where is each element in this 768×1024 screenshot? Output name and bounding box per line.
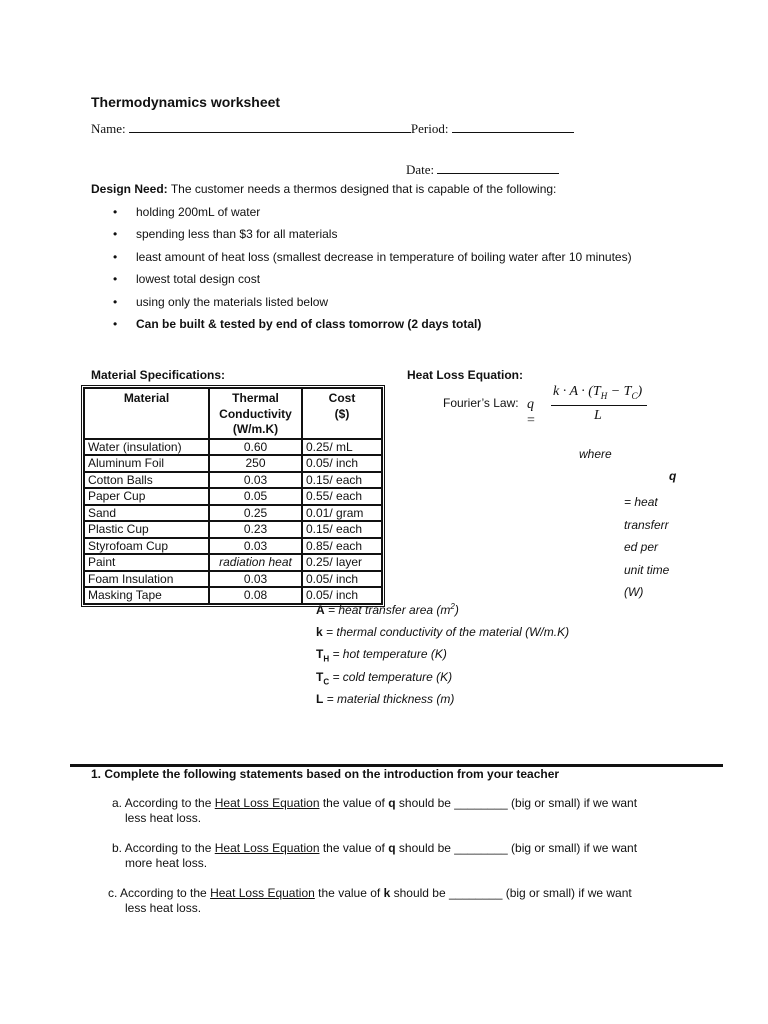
table-row: Paint radiation heat 0.25/ layer: [84, 554, 382, 571]
list-item: • holding 200mL of water: [113, 205, 261, 219]
name-label: Name:: [91, 121, 126, 136]
where-label: where: [579, 447, 612, 461]
question-1c: c. According to the Heat Loss Equation the value of k should be ________ (big or small) if we want less heat loss.: [108, 886, 632, 915]
col-material: Material: [84, 388, 209, 439]
list-item: • least amount of heat loss (smallest decrease in temperature of boiling water after 10 minutes): [113, 249, 632, 264]
col-cost: Cost ($): [302, 388, 382, 439]
list-item: • Can be built & tested by end of class tomorrow (2 days total): [113, 316, 482, 331]
table-row: Foam Insulation 0.03 0.05/ inch: [84, 571, 382, 588]
material-specs-heading: Material Specifications:: [91, 368, 226, 382]
name-period-line: [91, 120, 574, 137]
q-definition: = heat transferr ed per unit time (W): [624, 495, 670, 599]
equation-q: q: [527, 397, 534, 412]
list-item: • using only the materials listed below: [113, 294, 329, 309]
definition-tc: $T_C$ = cold temperature (K): [316, 669, 453, 686]
table-row: Sand 0.25 0.01/ gram: [84, 505, 382, 522]
design-need-text: The customer needs a thermos designed that is capable of the following:: [170, 182, 557, 196]
equation-denominator: L: [594, 408, 602, 423]
bullet-icon: •: [113, 272, 118, 287]
variable-definitions: [316, 602, 569, 715]
date-label: Date:: [406, 162, 435, 177]
question-1b: b. According to the Heat Loss Equation the value of q should be ________ (big or small) if we want more heat loss.: [112, 841, 638, 870]
table-row: Plastic Cup 0.23 0.15/ each: [84, 521, 382, 538]
period-label: Period:: [410, 121, 449, 136]
date-field[interactable]: [437, 161, 559, 174]
worksheet-title: Thermodynamics worksheet: [91, 94, 281, 110]
bullet-icon: •: [113, 294, 118, 309]
table-row: Cotton Balls 0.03 0.15/ each: [84, 472, 382, 489]
table-row: Water (insulation) 0.60 0.25/ mL: [84, 439, 382, 456]
table-row: Masking Tape 0.08 0.05/ inch: [84, 587, 382, 604]
bullet-icon: •: [113, 316, 118, 331]
design-need-label: Design Need:: [91, 182, 168, 196]
period-field[interactable]: [452, 120, 574, 133]
heat-loss-heading: Heat Loss Equation:: [407, 368, 524, 382]
table-header-row: [84, 388, 382, 439]
name-field[interactable]: [129, 120, 411, 133]
definition-l: L = material thickness (m): [316, 692, 455, 706]
materials-table: [81, 385, 385, 607]
equation-equals: =: [527, 413, 535, 428]
question-1-heading: 1. Complete the following statements based on the introduction from your teacher: [91, 767, 560, 781]
date-line: [406, 161, 559, 178]
list-item: • lowest total design cost: [113, 272, 261, 287]
list-item: • spending less than $3 for all materials: [113, 227, 338, 242]
table-row: Paper Cup 0.05 0.55/ each: [84, 488, 382, 505]
design-need: [91, 182, 556, 196]
definition-k: k = thermal conductivity of the material (W/m.K): [316, 624, 570, 639]
design-need-list: [113, 205, 632, 339]
col-conductivity: Thermal Conductivity (W/m.K): [209, 388, 302, 439]
equation-numerator: $k \cdot A \cdot (T_H - T_C)$: [553, 384, 643, 401]
equation-fraction-bar: [551, 405, 647, 406]
definition-a: A = heat transfer area $(m^2)$: [316, 602, 459, 617]
bullet-icon: •: [113, 227, 118, 242]
table-row: Aluminum Foil 250 0.05/ inch: [84, 455, 382, 472]
bullet-icon: •: [113, 249, 118, 264]
q-symbol: q: [669, 469, 677, 483]
question-1a: a. According to the Heat Loss Equation the value of q should be ________ (big or small) if we want less heat loss.: [112, 796, 638, 825]
bullet-icon: •: [113, 205, 118, 219]
definition-th: $T_H$ = hot temperature (K): [316, 647, 447, 664]
table-row: Styrofoam Cup 0.03 0.85/ each: [84, 538, 382, 555]
fourier-label: Fourier’s Law:: [443, 396, 519, 410]
